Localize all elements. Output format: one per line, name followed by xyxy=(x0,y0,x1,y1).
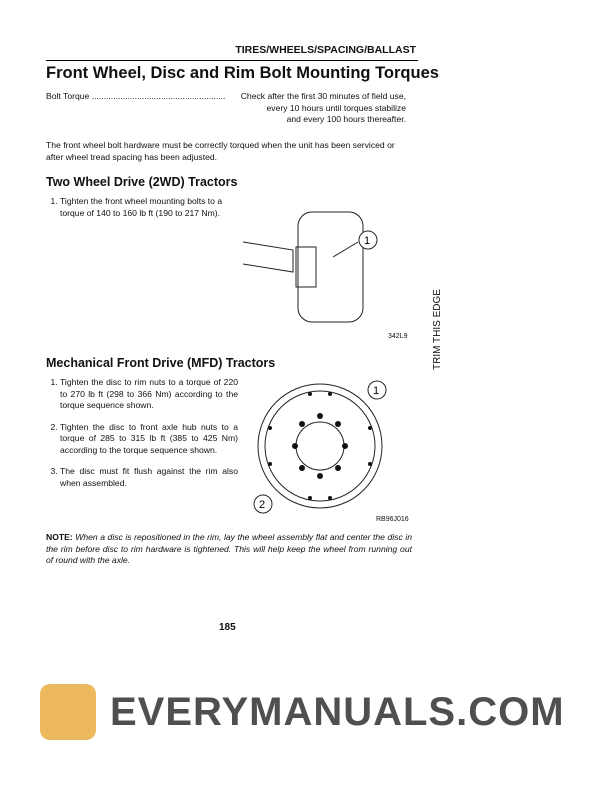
intro-paragraph: The front wheel bolt hardware must be correctly torqued when the unit has been serviced or after wheel tread spacing has been adjusted. xyxy=(46,140,395,162)
callout-1: 1 xyxy=(373,385,380,397)
torque-line: every 10 hours until torques stabilize xyxy=(266,102,406,113)
section-title-mfd: Mechanical Front Drive (MFD) Tractors xyxy=(46,356,276,370)
section-header: TIRES/WHEELS/SPACING/BALLAST xyxy=(235,44,416,56)
trim-edge-label: TRIM THIS EDGE xyxy=(432,289,443,370)
step: 1. Tighten the disc to rim nuts to a torque of 220 to 270 lb ft (298 to 366 Nm) according to the torque sequence shown. xyxy=(60,377,238,412)
callout-1: 1 xyxy=(364,235,371,247)
header-rule xyxy=(46,60,418,61)
note-label: NOTE: xyxy=(46,532,73,542)
note xyxy=(46,532,412,567)
bolt-torque-value xyxy=(230,91,406,126)
steps-mfd xyxy=(46,377,238,499)
figure-2wd-wheel xyxy=(238,202,418,332)
steps-2wd xyxy=(46,196,240,229)
figure-id: RB96J016 xyxy=(376,516,409,523)
page-number: 185 xyxy=(219,622,236,633)
torque-line: and every 100 hours thereafter. xyxy=(286,114,406,124)
torque-line: Check after the first 30 minutes of field use, xyxy=(240,91,406,101)
bolt-torque-label: Bolt Torque ........................................................ xyxy=(46,91,226,101)
watermark: EVERYMANUALS.COM xyxy=(110,690,565,734)
note-text: When a disc is repositioned in the rim, lay the wheel assembly flat and center the disc in the rim before disc to rim hardware is tightened. This will help keep the wheel from running out of round with the axle. xyxy=(46,532,412,565)
step: 3. The disc must fit flush against the rim also when assembled. xyxy=(60,466,238,489)
figure-id: 342L9 xyxy=(388,333,408,340)
section-title-2wd: Two Wheel Drive (2WD) Tractors xyxy=(46,175,238,189)
step: 2. Tighten the disc to front axle hub nuts to a torque of 285 to 315 lb ft (385 to 425 Nm) according to the torque sequence shown. xyxy=(60,422,238,457)
step: 1. Tighten the front wheel mounting bolts to a torque of 140 to 160 lb ft (190 to 217 Nm). xyxy=(60,196,240,219)
page-title: Front Wheel, Disc and Rim Bolt Mounting Torques xyxy=(46,64,439,82)
figure-mfd-wheel xyxy=(250,378,400,514)
callout-2: 2 xyxy=(259,499,266,511)
watermark-logo xyxy=(40,684,96,740)
